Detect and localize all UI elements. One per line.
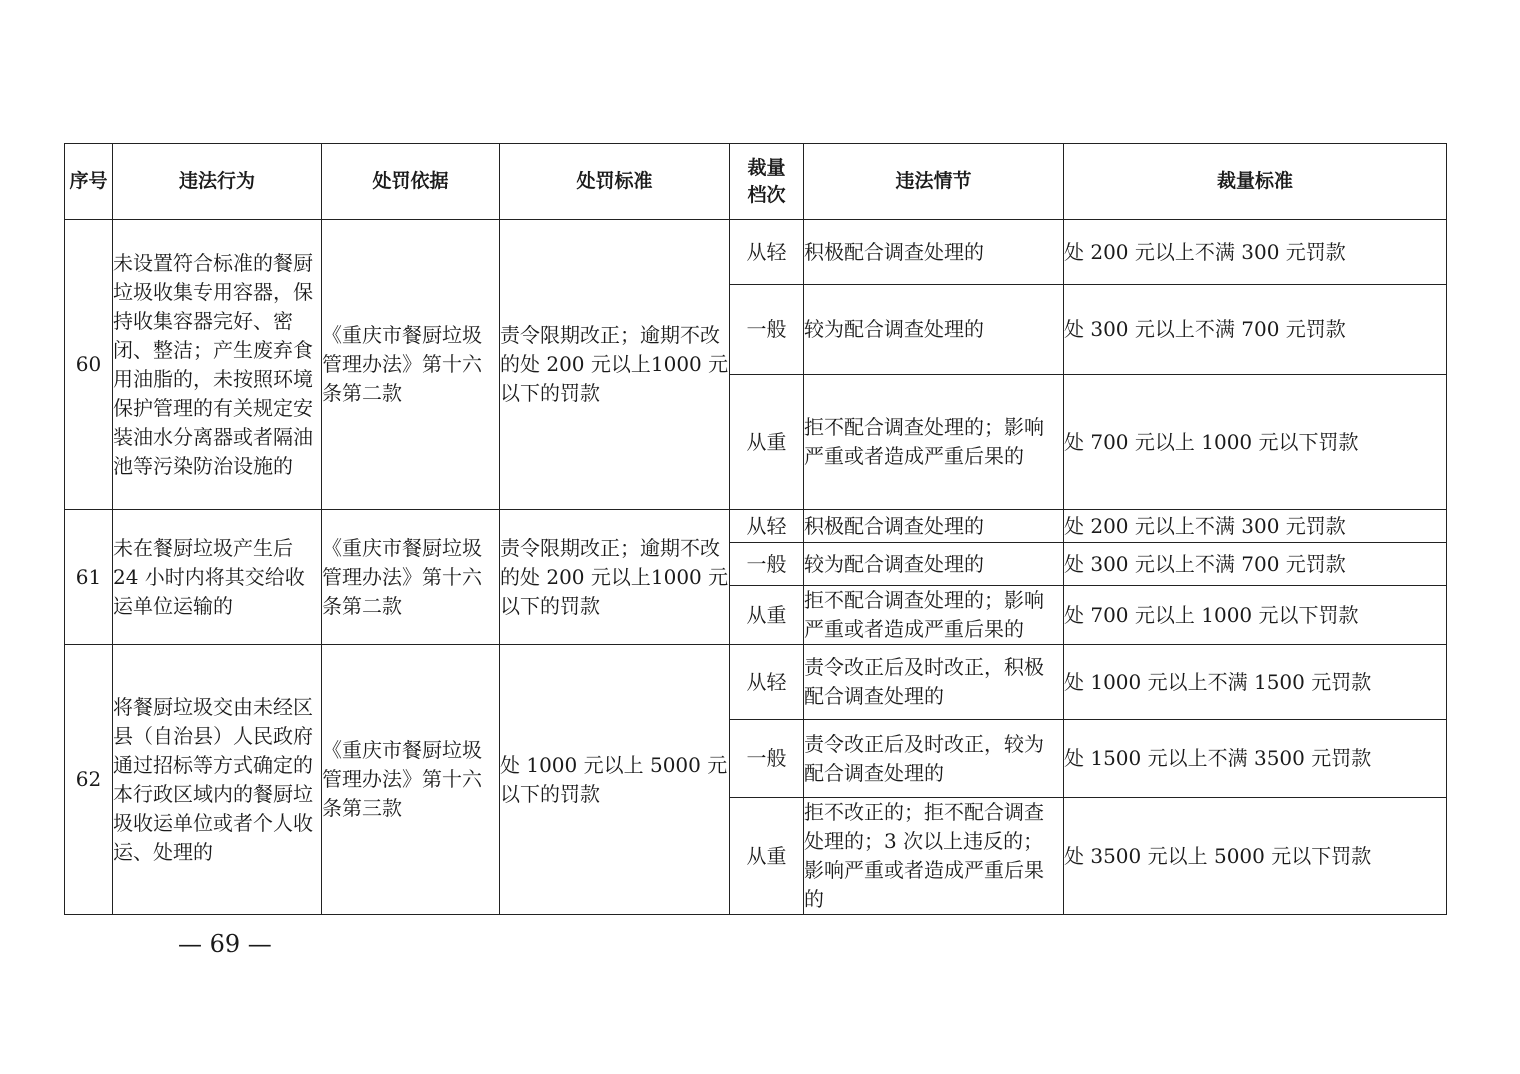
row-standard: 处 1000 元以上 5000 元以下的罚款 [500, 645, 730, 915]
level-cell: 从重 [730, 798, 804, 915]
header-level [730, 144, 804, 220]
header-basis: 处罚依据 [322, 144, 500, 220]
header-seq: 序号 [65, 144, 113, 220]
row-basis: 《重庆市餐厨垃圾管理办法》第十六条第二款 [322, 220, 500, 510]
header-discretion: 裁量标准 [1064, 144, 1447, 220]
row-basis: 《重庆市餐厨垃圾管理办法》第十六条第三款 [322, 645, 500, 915]
header-level-line1: 裁量 [747, 156, 786, 179]
discretion-cell: 处 700 元以上 1000 元以下罚款 [1064, 586, 1447, 645]
discretion-cell: 处 1500 元以上不满 3500 元罚款 [1064, 720, 1447, 798]
level-cell: 从轻 [730, 510, 804, 543]
discretion-cell: 处 300 元以上不满 700 元罚款 [1064, 285, 1447, 375]
level-cell: 从轻 [730, 220, 804, 285]
level-cell: 一般 [730, 720, 804, 798]
row-standard: 责令限期改正；逾期不改的处 200 元以上1000 元以下的罚款 [500, 220, 730, 510]
header-behavior: 违法行为 [113, 144, 322, 220]
row-seq: 60 [65, 220, 113, 510]
discretion-cell: 处 3500 元以上 5000 元以下罚款 [1064, 798, 1447, 915]
circumstance-cell: 较为配合调查处理的 [804, 543, 1064, 586]
circumstance-cell: 拒不改正的；拒不配合调查处理的；3 次以上违反的；影响严重或者造成严重后果的 [804, 798, 1064, 915]
circumstance-cell: 积极配合调查处理的 [804, 220, 1064, 285]
level-cell: 一般 [730, 285, 804, 375]
row-seq: 62 [65, 645, 113, 915]
circumstance-cell: 拒不配合调查处理的；影响严重或者造成严重后果的 [804, 375, 1064, 510]
header-circumstance: 违法情节 [804, 144, 1064, 220]
discretion-cell: 处 300 元以上不满 700 元罚款 [1064, 543, 1447, 586]
circumstance-cell: 责令改正后及时改正，积极配合调查处理的 [804, 645, 1064, 720]
row-behavior: 未在餐厨垃圾产生后 24 小时内将其交给收运单位运输的 [113, 510, 322, 645]
row-behavior: 未设置符合标准的餐厨垃圾收集专用容器，保持收集容器完好、密闭、整洁；产生废弃食用油脂的，未按照环境保护管理的有关规定安装油水分离器或者隔油池等污染防治设施的 [113, 220, 322, 510]
discretion-cell: 处 200 元以上不满 300 元罚款 [1064, 220, 1447, 285]
header-row [65, 144, 1447, 220]
level-cell: 从重 [730, 586, 804, 645]
level-cell: 一般 [730, 543, 804, 586]
level-cell: 从轻 [730, 645, 804, 720]
circumstance-cell: 责令改正后及时改正，较为配合调查处理的 [804, 720, 1064, 798]
penalty-table [64, 143, 1447, 915]
discretion-cell: 处 1000 元以上不满 1500 元罚款 [1064, 645, 1447, 720]
table-row [65, 645, 1447, 720]
discretion-cell: 处 700 元以上 1000 元以下罚款 [1064, 375, 1447, 510]
page-number: — 69 — [178, 930, 272, 958]
row-behavior: 将餐厨垃圾交由未经区县（自治县）人民政府通过招标等方式确定的本行政区域内的餐厨垃圾收运单位或者个人收运、处理的 [113, 645, 322, 915]
row-basis: 《重庆市餐厨垃圾管理办法》第十六条第二款 [322, 510, 500, 645]
circumstance-cell: 拒不配合调查处理的；影响严重或者造成严重后果的 [804, 586, 1064, 645]
circumstance-cell: 较为配合调查处理的 [804, 285, 1064, 375]
discretion-cell: 处 200 元以上不满 300 元罚款 [1064, 510, 1447, 543]
circumstance-cell: 积极配合调查处理的 [804, 510, 1064, 543]
level-cell: 从重 [730, 375, 804, 510]
row-seq: 61 [65, 510, 113, 645]
header-level-line2: 档次 [747, 183, 786, 206]
table-row [65, 220, 1447, 285]
header-standard: 处罚标准 [500, 144, 730, 220]
table-row [65, 510, 1447, 543]
row-standard: 责令限期改正；逾期不改的处 200 元以上1000 元以下的罚款 [500, 510, 730, 645]
